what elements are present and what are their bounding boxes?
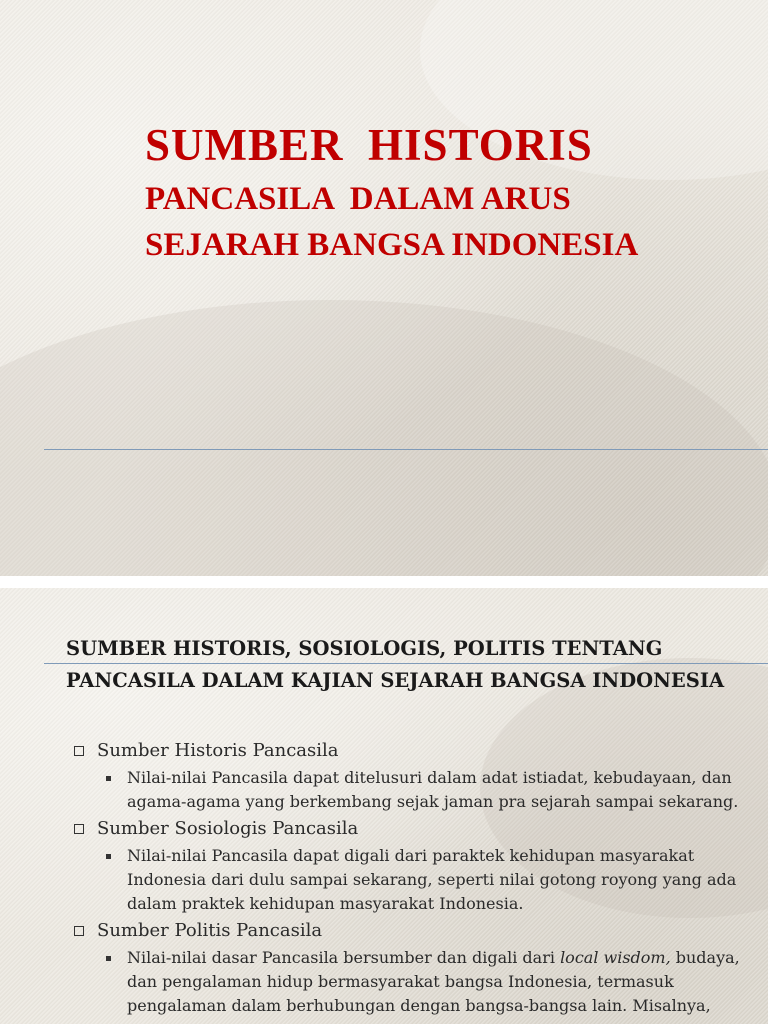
body-line: Nilai-nilai Pancasila dapat ditelusuri dalam adat istiadat, kebudayaan, dan <box>127 768 732 787</box>
sub-list-item-text <box>127 946 762 1018</box>
slide-title: SUMBER HISTORIS <box>145 120 593 170</box>
sub-list-item-text <box>127 844 762 916</box>
background-swoosh <box>0 300 768 576</box>
list-item-heading: Sumber Sosiologis Pancasila <box>97 818 359 839</box>
square-bullet-icon <box>74 824 84 834</box>
content-title-rule <box>44 663 768 664</box>
content-title-line-1: SUMBER HISTORIS, SOSIOLOGIS, POLITIS TENTANG <box>66 637 663 660</box>
sub-list-item <box>106 766 762 814</box>
slide-subtitle <box>145 176 638 268</box>
list-item <box>72 816 762 842</box>
content-slide-title <box>66 633 724 697</box>
square-bullet-icon <box>74 926 84 936</box>
content-slide <box>0 588 768 1024</box>
list-item <box>72 738 762 764</box>
square-bullet-icon <box>74 746 84 756</box>
body-line: Indonesia dari dulu sampai sekarang, seperti nilai gotong royong yang ada <box>127 870 737 889</box>
list-item <box>72 918 762 944</box>
body-line: agama-agama yang berkembang sejak jaman pra sejarah sampai sekarang. <box>127 792 739 811</box>
body-line: Nilai-nilai dasar Pancasila bersumber dan digali dari <box>127 948 561 967</box>
body-line: dan pengalaman hidup bermasyarakat bangsa Indonesia, termasuk <box>127 972 674 991</box>
square-dot-icon <box>106 776 111 781</box>
subtitle-line-1: PANCASILA DALAM ARUS <box>145 181 571 217</box>
list-item-heading: Sumber Politis Pancasila <box>97 920 323 941</box>
list-item-heading: Sumber Historis Pancasila <box>97 740 339 761</box>
italic-term: local wisdom, <box>560 948 671 967</box>
sub-list-item <box>106 844 762 916</box>
body-line: Nilai-nilai Pancasila dapat digali dari paraktek kehidupan masyarakat <box>127 846 695 865</box>
sub-list-item <box>106 946 762 1018</box>
subtitle-line-2: SEJARAH BANGSA INDONESIA <box>145 227 639 263</box>
content-title-line-2: PANCASILA DALAM KAJIAN SEJARAH BANGSA INDONESIA <box>66 669 725 692</box>
square-dot-icon <box>106 854 111 859</box>
title-divider-line <box>44 449 768 450</box>
body-line: budaya, <box>670 948 740 967</box>
square-dot-icon <box>106 956 111 961</box>
slide-separator <box>0 576 768 588</box>
bullet-list <box>72 736 762 1018</box>
body-line: pengalaman dalam berhubungan dengan bangsa-bangsa lain. Misalnya, <box>127 996 711 1015</box>
body-line: dalam praktek kehidupan masyarakat Indonesia. <box>127 894 524 913</box>
sub-list-item-text <box>127 766 762 814</box>
